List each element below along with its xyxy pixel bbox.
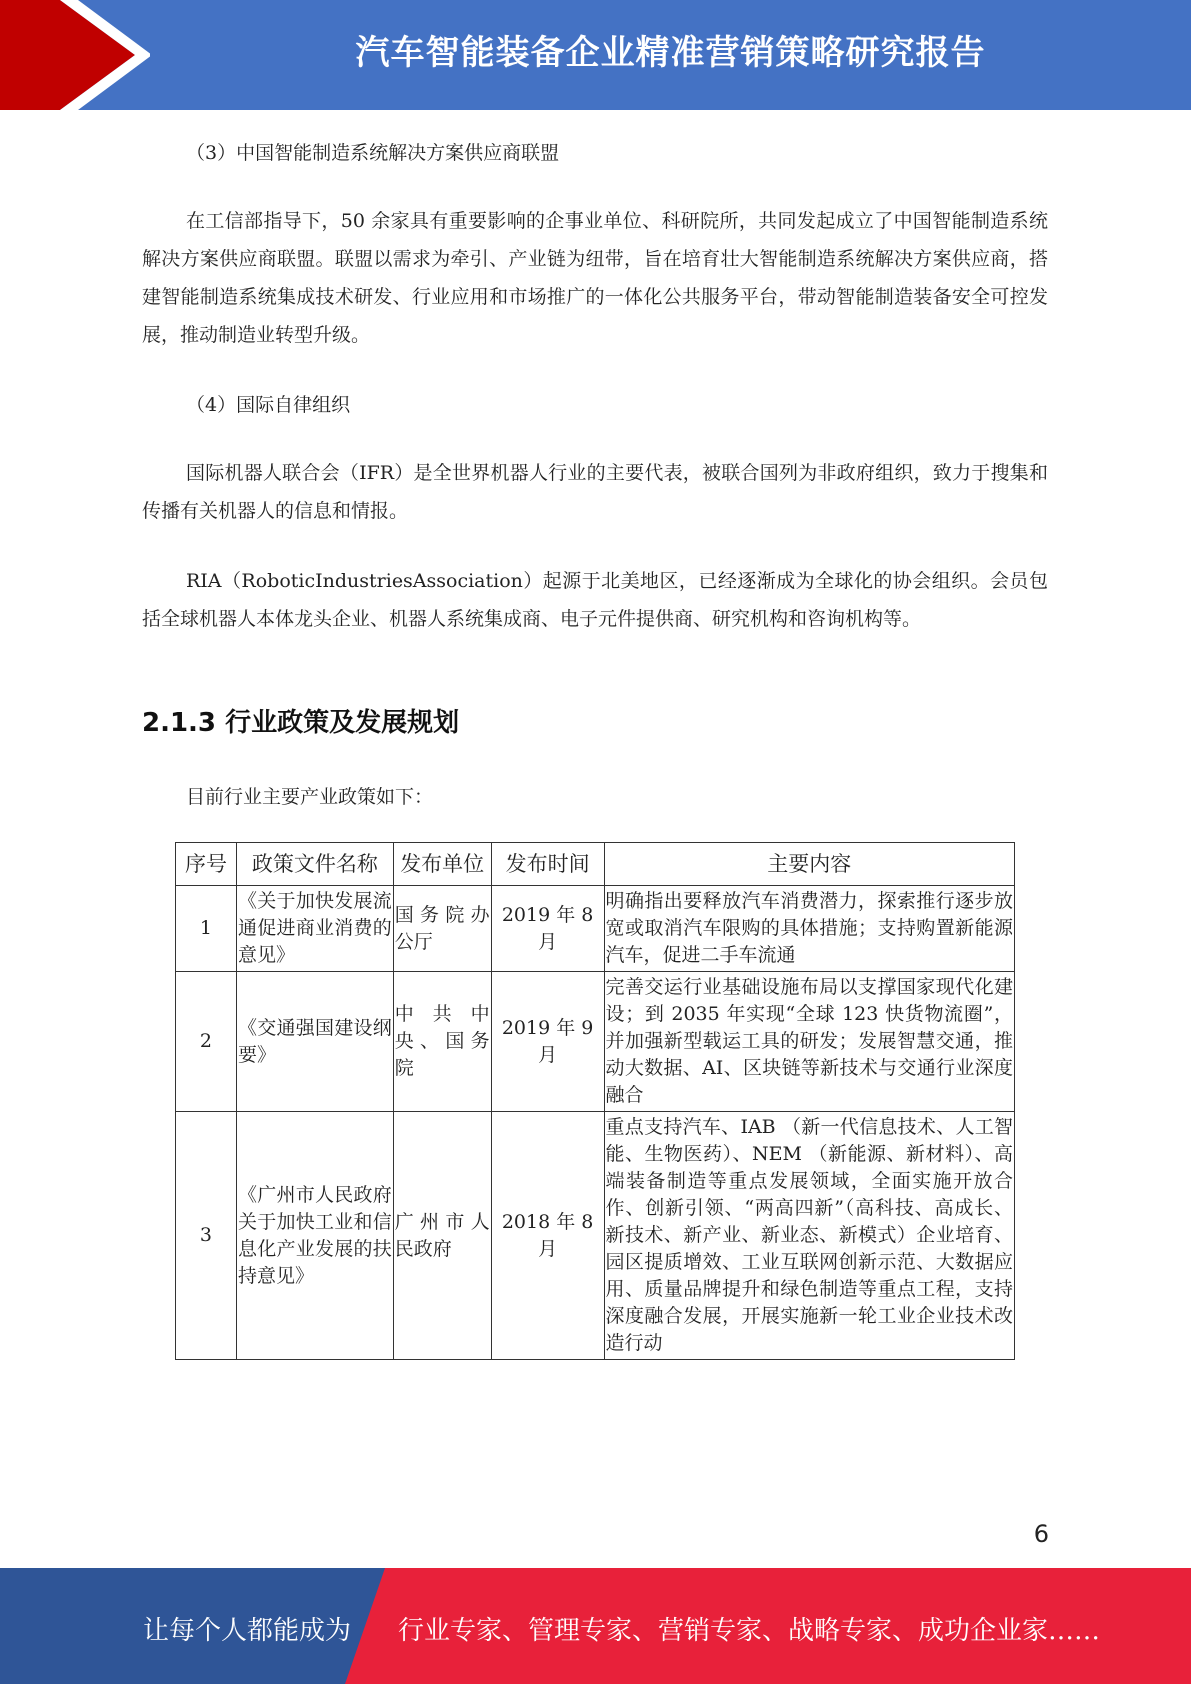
row-org: 广州市人民政府 — [393, 1112, 491, 1360]
header-date: 发布时间 — [491, 843, 604, 886]
row-date: 2019 年 9 月 — [491, 972, 604, 1112]
row-date: 2018 年 8 月 — [491, 1112, 604, 1360]
table-header-row — [176, 843, 1015, 886]
section-heading-4: （4）国际自律组织 — [186, 394, 351, 416]
header-arrow-decoration — [0, 0, 150, 110]
row-org: 中共中央、国务院 — [393, 972, 491, 1112]
section-title-2-1-3: 2.1.3 行业政策及发展规划 — [142, 708, 460, 738]
table-row — [176, 1112, 1015, 1360]
row-content: 明确指出要释放汽车消费潜力，探索推行逐步放宽或取消汽车限购的具体措施；支持购置新能源汽车，促进二手车流通 — [604, 886, 1014, 972]
ifr-paragraph: 国际机器人联合会（IFR）是全世界机器人行业的主要代表，被联合国列为非政府组织，致力于搜集和传播有关机器人的信息和情报。 — [142, 462, 1048, 522]
footer-slogan-left: 让每个人都能成为 — [143, 1616, 352, 1646]
header-name: 政策文件名称 — [236, 843, 393, 886]
row-org: 国务院办公厅 — [393, 886, 491, 972]
section-heading-3: （3）中国智能制造系统解决方案供应商联盟 — [186, 142, 560, 164]
header-org: 发布单位 — [393, 843, 491, 886]
table-row — [176, 972, 1015, 1112]
section-paragraph-3: 在工信部指导下，50 余家具有重要影响的企事业单位、科研院所，共同发起成立了中国智能制造系统解决方案供应商联盟。联盟以需求为牵引、产业链为纽带，旨在培育壮大智能制造系统解决方案供应商，搭建智能制造系统集成技术研发、行业应用和市场推广的一体化公共服务平台，带动智能制造装备安全可控发展，推动制造业转型升级。 — [142, 210, 1048, 346]
policy-intro: 目前行业主要产业政策如下： — [186, 786, 434, 808]
row-no: 3 — [176, 1112, 237, 1360]
header-no: 序号 — [176, 843, 237, 886]
row-name: 《广州市人民政府关于加快工业和信息化产业发展的扶持意见》 — [236, 1112, 393, 1360]
row-name: 《关于加快发展流通促进商业消费的意见》 — [236, 886, 393, 972]
row-no: 1 — [176, 886, 237, 972]
row-content: 重点支持汽车、IAB （新一代信息技术、人工智能、生物医药）、NEM （新能源、新材料）、高端装备制造等重点发展领域，全面实施开放合作、创新引领、“两高四新”（高科技、高成长、新技术、新产业、新业态、新模式）企业培育、园区提质增效、工业互联网创新示范、大数据应用、质量品牌提升和绿色制造等重点工程，支持深度融合发展，开展实施新一轮工业企业技术改造行动 — [604, 1112, 1014, 1360]
report-title: 汽车智能装备企业精准营销策略研究报告 — [355, 33, 986, 73]
table-row — [176, 886, 1015, 972]
row-content: 完善交运行业基础设施布局以支撑国家现代化建设；到 2035 年实现“全球 123 快货物流圈”，并加强新型载运工具的研发；发展智慧交通，推动大数据、AI、区块链等新技术与交通行业深度融合 — [604, 972, 1014, 1112]
header-content: 主要内容 — [604, 843, 1014, 886]
ria-paragraph: RIA（RoboticIndustriesAssociation）起源于北美地区，已经逐渐成为全球化的协会组织。会员包括全球机器人本体龙头企业、机器人系统集成商、电子元件提供商、研究机构和咨询机构等。 — [142, 570, 1048, 630]
page-header — [0, 0, 1191, 110]
footer-slogan-right: 行业专家、管理专家、营销专家、战略专家、成功企业家…… — [398, 1616, 1101, 1646]
policy-table — [175, 842, 1015, 1360]
row-name: 《交通强国建设纲要》 — [236, 972, 393, 1112]
row-no: 2 — [176, 972, 237, 1112]
row-date: 2019 年 8 月 — [491, 886, 604, 972]
page-number: 6 — [1033, 1520, 1049, 1548]
